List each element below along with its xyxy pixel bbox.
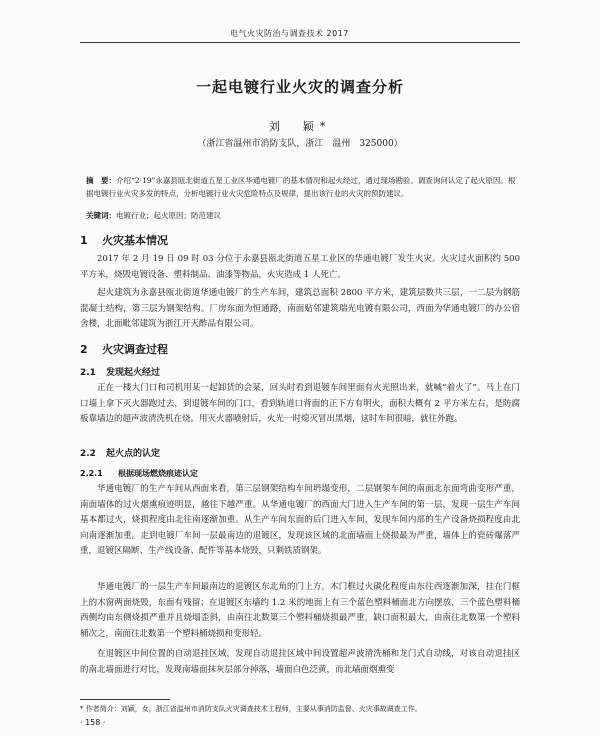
subsection-heading xyxy=(80,365,160,378)
abstract-text: 介绍“2·19”永嘉县瓯北街道五星工业区华通电镀厂的基本情况和起火经过，通过现场勘验、调查询问认定了起火原因。根据电镀行业火灾多发的特点，分析电镀行业火灾危险特点及规律，提出该行业的火灾的预防建议。 xyxy=(86,176,516,198)
subsection-number: 2.2 xyxy=(80,449,96,459)
footnote: * 作者简介：刘颖，女，浙江省温州市消防支队火灾调查技术工程师，主要从事消防监督、火灾事故调查工作。 xyxy=(80,705,422,713)
paragraph: 华通电镀厂的生产车间从西面来看，第三层钢架结构车间坍塌变形，二层钢架车间的南面北东面弯曲变形严重，南面墙体的过火烟熏痕迹明显，越往下越严重。从华通电镀厂的西面大门进入生产车间的第一层，发现一层生产车间基本都过火，烧损程度由北往南逐渐加重。从生产车间东面的后门进入车间，发现车间内部的生产设备烧损程度由北向南逐渐加重。走到电镀厂车间一层最南边的退镀区，发现该区域的北面墙面上烧损最为严重，墙体上的瓷砖爆落严重，退镀区隔断、生产线设备、配件等基本烧毁，只剩铁质钢架。 xyxy=(80,484,520,557)
author: 刘 颖* xyxy=(268,120,332,133)
subsubsection-number: 2.2.1 xyxy=(80,469,103,478)
paper-title: 一起电镀行业火灾的调查分析 xyxy=(195,78,404,96)
subsubsection-title: 根据现场燃烧痕迹认定 xyxy=(118,469,198,478)
section-heading xyxy=(80,341,168,357)
paragraph: 华通电镀厂的一层生产车间最南边的退镀区东北角的门上方，木门框过火碳化程度由东往西逐渐加深，挂在门框上的木窗两面烧毁，东面有残留；在退镀区东墙约 1.2 米的地面上有三个蓝色塑料桶面北方向摆放，三个蓝色塑料桶西侧均由东侧烧损严重并且烧塌歪斜，由南往北数第三个塑料桶烧损最严重，缺口面积最大，由南往北数第一个塑料桶次之，南面往北数第一个塑料桶烧损和变形轻。 xyxy=(80,582,520,639)
abstract-label: 摘 要： xyxy=(86,176,116,185)
section-number: 2 xyxy=(80,343,88,356)
page-number: · 158 · xyxy=(80,718,106,727)
paragraph: 在退镀区中间位置的自动退挂区域，发现自动退挂区域中间设置超声波清洗桶和龙门式自动线，对该自动退挂区的南北墙面进行对比，发现南墙面抹灰层部分掉落，墙面白色泛黄，而北墙面烟熏变 xyxy=(80,649,520,675)
section-number: 1 xyxy=(80,234,88,247)
running-head: 电气火灾防治与调查技术 2017 xyxy=(230,29,349,38)
affiliation: （浙江省温州市消防支队，浙江 温州 325000） xyxy=(197,139,403,149)
keywords-text: 电镀行业；起火原因；防范建议 xyxy=(116,211,221,220)
keywords-label: 关键词： xyxy=(86,211,116,220)
paragraph: 起火建筑为永嘉县瓯北街道华通电镀厂的生产车间，建筑总面积 2800 平方米，建筑层数共三层，一二层为钢筋混凝土结构，第三层为钢架结构。厂房东面为恒通路，南面贴邻建筑瑞光电镀有限公司，西面为华通电镀厂的办公宿舍楼，北面毗邻建筑为浙江开天酢品有限公司。 xyxy=(80,288,520,330)
header-rule xyxy=(80,42,520,43)
subsection-title: 发现起火经过 xyxy=(106,368,161,378)
subsection-title: 起火点的认定 xyxy=(106,449,161,459)
footnote-rule xyxy=(80,699,170,700)
keywords xyxy=(86,210,520,222)
paragraph: 2017 年 2 月 19 日 09 时 03 分位于永嘉县瓯北街道五星工业区的华通电镀厂发生火灾。火灾过火面积约 500 平方米，烧毁电镀设备、塑料制品、油漆等物品，火灾造成 1 人死亡。 xyxy=(80,254,520,280)
section-title: 火灾基本情况 xyxy=(102,234,168,247)
subsection-heading xyxy=(80,446,160,459)
section-title: 火灾调查过程 xyxy=(102,343,168,356)
paragraph: 正在一楼大门口和司机用某一起卸货的会某，回头时看到退镀车间里面有火光照出来，就喊“着火了”。马上在门口墙上拿下灭火器跑过去，到退镀车间的门口，看到轨道口背面的正下方有明火，面积大概有 2 平方米左右，是防腐板靠墙边的超声波清洗机在烧。用灭火器喷射后，火光一时熄灭冒出黑烟，这时车间很暗，就往外跑。 xyxy=(80,383,520,425)
subsubsection-heading xyxy=(80,468,198,479)
subsection-number: 2.1 xyxy=(80,368,96,378)
abstract xyxy=(86,174,520,200)
section-heading xyxy=(80,232,168,248)
